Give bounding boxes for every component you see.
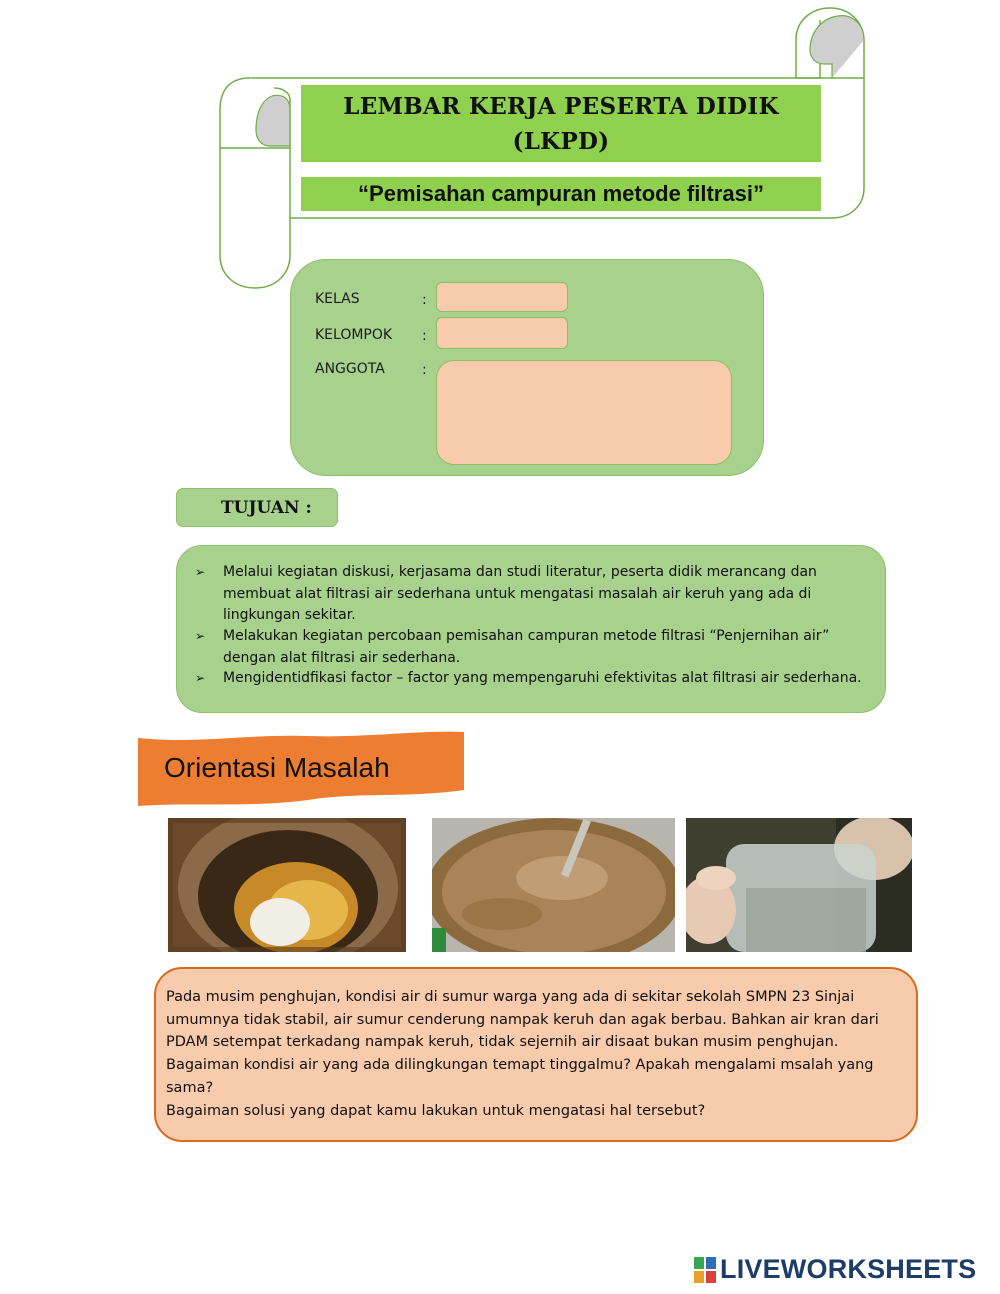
goal-item bbox=[195, 668, 883, 690]
arrow-bullet-icon: ➢ bbox=[195, 671, 206, 685]
kelompok-colon: : bbox=[422, 328, 427, 344]
liveworksheets-brand-text: LIVEWORKSHEETS bbox=[720, 1254, 977, 1284]
tujuan-heading-text: TUJUAN : bbox=[221, 497, 312, 518]
worksheet-title bbox=[301, 85, 821, 162]
muddy-water-bucket-photo bbox=[432, 818, 675, 952]
goal-item bbox=[195, 626, 883, 669]
kelas-input[interactable] bbox=[436, 282, 568, 312]
tujuan-panel bbox=[176, 545, 886, 713]
liveworksheets-logo-icon bbox=[694, 1257, 716, 1283]
kelas-colon: : bbox=[422, 292, 427, 308]
worksheet-subtitle bbox=[301, 177, 821, 211]
well-water-photo bbox=[168, 818, 406, 952]
goal-item-text: Mengidentidfikasi factor – factor yang mempengaruhi efektivitas alat filtrasi air sederhana. bbox=[223, 670, 862, 686]
title-line-1: LEMBAR KERJA PESERTA DIDIK bbox=[343, 92, 779, 120]
anggota-input[interactable] bbox=[436, 360, 732, 465]
problem-paragraph: Pada musim penghujan, kondisi air di sumur warga yang ada di sekitar sekolah SMPN 23 Sinjai umumnya tidak stabil, air sumur cenderung nampak keruh dan agak berbau. Bahkan air kran dari PDAM setempat terkadang nampak keruh, tidak sejernih air disaat bukan musim penghujan. Bagaiman kondisi air yang ada dilingkungan temapt tinggalmu? Apakah mengalami msalah yang sama? Bagaiman solusi yang dapat kamu lakukan untuk mengatasi hal tersebut? bbox=[166, 989, 879, 1119]
goal-item-text: Melakukan kegiatan percobaan pemisahan campuran metode filtrasi “Penjernihan air” dengan alat filtrasi air sederhana. bbox=[223, 628, 830, 666]
title-line-2: (LKPD) bbox=[512, 127, 610, 155]
anggota-label: ANGGOTA bbox=[315, 361, 385, 377]
kelas-label: KELAS bbox=[315, 291, 360, 307]
tujuan-heading bbox=[176, 488, 338, 527]
subtitle-text: “Pemisahan campuran metode filtrasi” bbox=[358, 181, 764, 206]
arrow-bullet-icon: ➢ bbox=[195, 565, 206, 579]
kelompok-input[interactable] bbox=[436, 317, 568, 349]
goal-item-text: Melalui kegiatan diskusi, kerjasama dan studi literatur, peserta didik merancang dan membuat alat filtrasi air sederhana untuk mengatasi masalah air keruh yang ada di lingkungan sekitar. bbox=[223, 564, 817, 623]
goal-item bbox=[195, 562, 883, 627]
anggota-colon: : bbox=[422, 362, 427, 378]
drinking-dirty-water-photo bbox=[686, 818, 912, 952]
problem-orientation-box bbox=[154, 967, 918, 1142]
kelompok-label: KELOMPOK bbox=[315, 327, 393, 343]
arrow-bullet-icon: ➢ bbox=[195, 629, 206, 643]
liveworksheets-logo[interactable] bbox=[694, 1254, 976, 1285]
orientasi-heading: Orientasi Masalah bbox=[164, 752, 390, 783]
